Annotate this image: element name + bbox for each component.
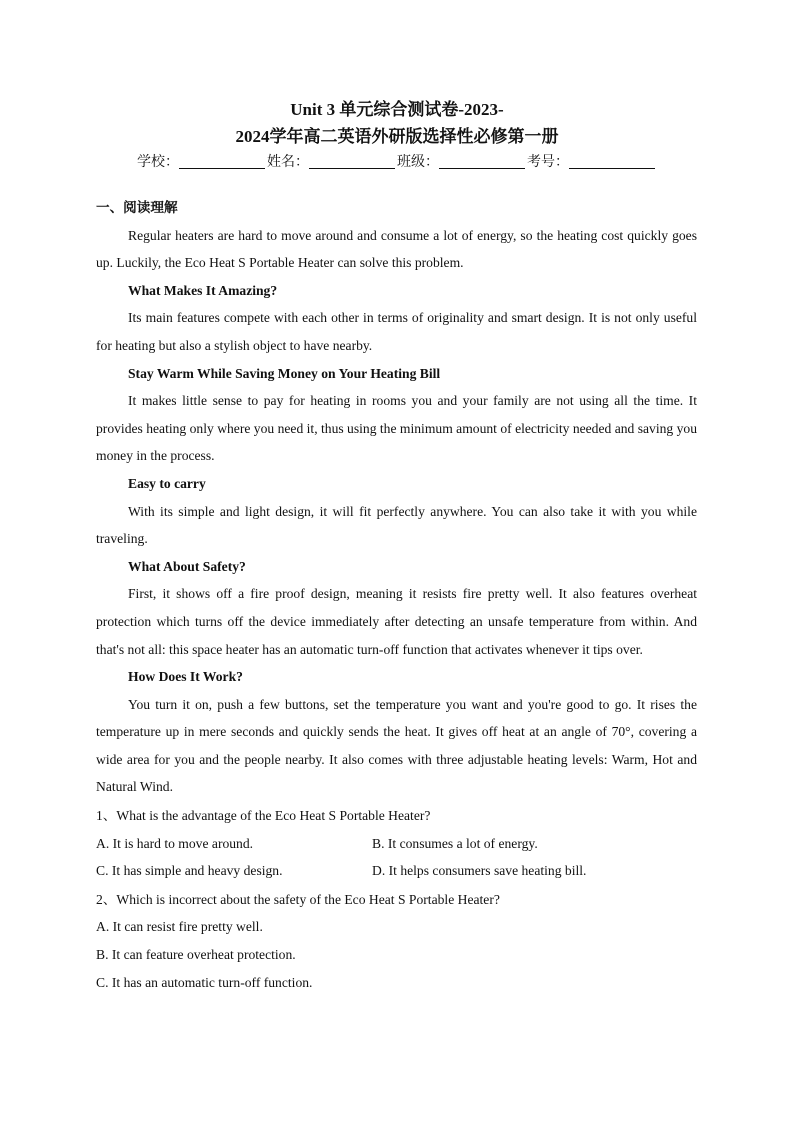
school-blank[interactable] xyxy=(179,154,265,169)
question-1-stem: 1、What is the advantage of the Eco Heat S Portable Heater? xyxy=(96,808,431,824)
passage-paragraph-6: You turn it on, push a few buttons, set the temperature you want and you're good to go. It rises the temperature up in mere seconds and quickly sends the heat. It gives off heat at an angle of 70°, covering a wide area for you and the people nearby. It also comes with three adjustable heating levels: Warm, Hot and Natural Wind. xyxy=(96,696,697,795)
passage-paragraph-2: Its main features compete with each other in terms of originality and smart design. It is not only useful for heating but also a stylish object to have nearby. xyxy=(96,310,697,353)
question-1-option-d[interactable]: D. It helps consumers save heating bill. xyxy=(372,863,587,879)
question-2-option-a[interactable]: A. It can resist fire pretty well. xyxy=(96,919,263,935)
section-heading: 一、阅读理解 xyxy=(96,200,178,215)
name-label: 姓名： xyxy=(267,155,309,170)
exam-number-label: 考号： xyxy=(527,155,569,170)
passage-paragraph-5: First, it shows off a fire proof design, meaning it resists fire pretty well. It also features overheat protection which turns off the device immediately after detecting an unsafe temperature from within. And that's not all: this space heater has an automatic turn-off function that activates whenever it tips over. xyxy=(96,586,697,657)
title-line-2: 2024学年高二英语外研版选择性必修第一册 xyxy=(235,127,559,146)
student-info-row xyxy=(0,152,794,174)
school-label: 学校： xyxy=(137,155,179,170)
class-label: 班级： xyxy=(397,155,439,170)
question-2-stem: 2、Which is incorrect about the safety of the Eco Heat S Portable Heater? xyxy=(96,891,500,907)
class-blank[interactable] xyxy=(439,154,525,169)
passage-subheading-5: How Does It Work? xyxy=(128,669,243,685)
passage-subheading-2: Stay Warm While Saving Money on Your Heating Bill xyxy=(128,365,441,381)
question-1-option-c[interactable]: C. It has simple and heavy design. xyxy=(96,863,283,879)
passage-paragraph-4: With its simple and light design, it will fit perfectly anywhere. You can also take it with you while traveling. xyxy=(96,503,697,547)
passage-subheading-3: Easy to carry xyxy=(128,475,206,491)
question-1-options-row-2 xyxy=(96,857,697,885)
passage-subheading-4: What About Safety? xyxy=(128,558,246,574)
passage-subheading-1: What Makes It Amazing? xyxy=(128,282,278,298)
question-2-option-b[interactable]: B. It can feature overheat protection. xyxy=(96,947,296,963)
passage-paragraph-1: Regular heaters are hard to move around and consume a lot of energy, so the heating cost quickly goes up. Luckily, the Eco Heat S Portable Heater can solve this problem. xyxy=(96,227,697,271)
question-1-option-b[interactable]: B. It consumes a lot of energy. xyxy=(372,835,538,851)
question-1-options-row-1 xyxy=(96,830,697,858)
question-1-option-a[interactable]: A. It is hard to move around. xyxy=(96,835,254,851)
passage-paragraph-3: It makes little sense to pay for heating in rooms you and your family are not using all the time. It provides heating only where you need it, thus using the minimum amount of electricity needed and saving you money in the process. xyxy=(96,393,698,464)
name-blank[interactable] xyxy=(309,154,395,169)
title-line-1: Unit 3 单元综合测试卷-2023- xyxy=(290,100,504,119)
exam-number-blank[interactable] xyxy=(569,154,655,169)
reading-section xyxy=(96,194,697,996)
question-2-option-c[interactable]: C. It has an automatic turn-off function. xyxy=(96,974,313,990)
